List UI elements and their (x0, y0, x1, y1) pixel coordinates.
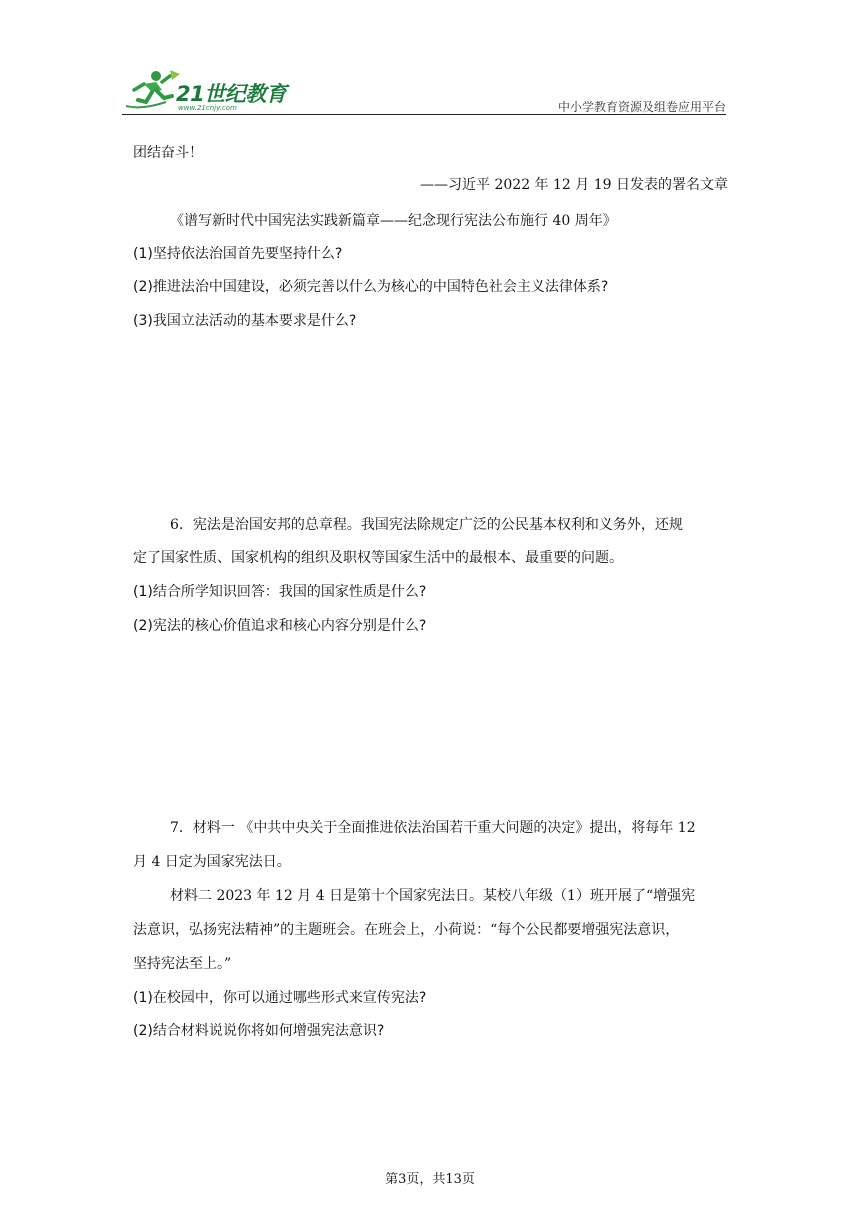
q6-stem-line2: 定了国家性质、国家机构的组织及职权等国家生活中的最根本、最重要的问题。 (133, 550, 623, 566)
q7-sub2: (2)结合材料说说你将如何增强宪法意识? (133, 1023, 385, 1039)
q5-sub1: (1)坚持依法治国首先要坚持什么? (133, 246, 343, 262)
q7-material2-line1: 材料二 2023 年 12 月 4 日是第十个国家宪法日。某校八年级（1）班开展了“增强宪 (170, 888, 696, 904)
page-header (122, 66, 726, 114)
q7-material2-line3: 坚持宪法至上。” (133, 956, 232, 972)
intro-tail: 团结奋斗！ (133, 145, 203, 161)
q7-stem-line2: 月 4 日定为国家宪法日。 (133, 854, 291, 870)
logo-text: 21世纪教育 (176, 82, 287, 106)
site-logo (122, 66, 292, 114)
page-footer: 第3页，共13页 (385, 1172, 475, 1187)
runner-logo-icon (122, 66, 182, 114)
q6-sub2: (2)宪法的核心价值追求和核心内容分别是什么? (133, 618, 427, 634)
q7-stem-line1: 7．材料一 《中共中央关于全面推进依法治国若干重大问题的决定》提出，将每年 12 (170, 820, 696, 836)
q7-sub1: (1)在校园中，你可以通过哪些形式来宣传宪法? (133, 990, 427, 1006)
platform-name: 中小学教育资源及组卷应用平台 (557, 100, 726, 114)
q6-sub1: (1)结合所学知识回答：我国的国家性质是什么? (133, 584, 427, 600)
q6-stem-line1: 6．宪法是治国安邦的总章程。我国宪法除规定广泛的公民基本权利和义务外，还规 (170, 517, 683, 533)
article-title: 《谱写新时代中国宪法实践新篇章——纪念现行宪法公布施行 40 周年》 (170, 213, 617, 229)
q5-sub3: (3)我国立法活动的基本要求是什么? (133, 313, 357, 329)
quote-attribution: ——习近平 2022 年 12 月 19 日发表的署名文章 (420, 177, 728, 193)
logo-url: www.21cnjy.com (178, 104, 237, 112)
q7-material2-line2: 法意识，弘扬宪法精神”的主题班会。在班会上，小荷说：“每个公民都要增强宪法意识， (133, 922, 680, 938)
header-divider (122, 114, 726, 115)
q5-sub2: (2)推进法治中国建设，必须完善以什么为核心的中国特色社会主义法律体系? (133, 279, 609, 295)
